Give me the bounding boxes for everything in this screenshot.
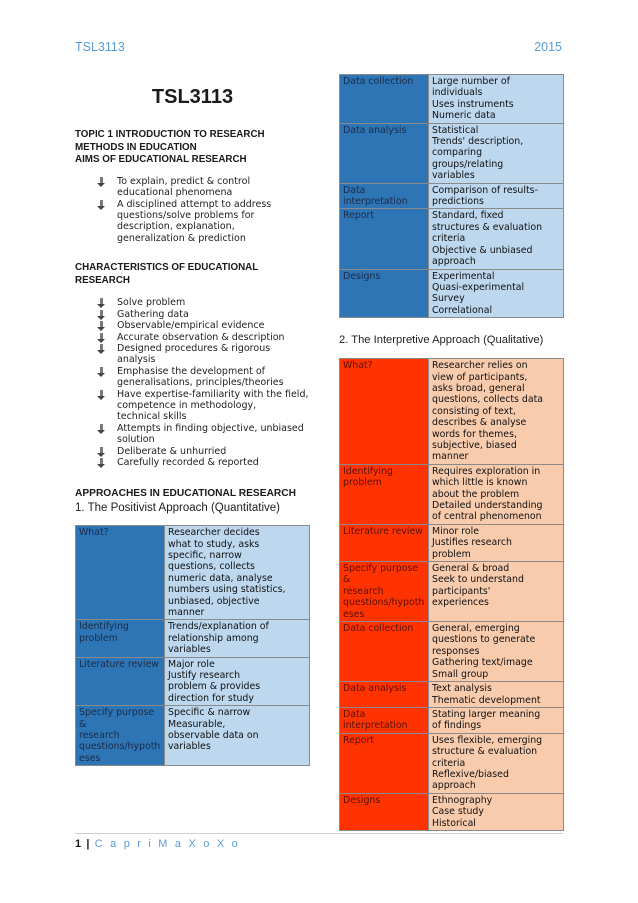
bullet-text: questions/solve problems for (117, 210, 255, 221)
table-row (340, 682, 564, 708)
row-label (340, 183, 429, 209)
cell-text: predictions (432, 196, 484, 208)
cell-text: questions to generate (432, 634, 536, 646)
cell-text: Thematic development (432, 694, 541, 706)
row-value (429, 622, 564, 682)
bullet-text: solution (117, 434, 155, 446)
cell-text: Designs (343, 270, 381, 282)
cell-text: Researcher relies on (432, 360, 528, 372)
cell-text: Report (343, 734, 375, 746)
bullet-text: description, explanation, (117, 221, 235, 233)
bullet-text: technical skills (117, 411, 187, 423)
cell-text: about the problem (432, 488, 520, 500)
heading-line: METHODS IN EDUCATION (75, 141, 197, 153)
bullet-item (97, 423, 310, 446)
row-label (76, 620, 165, 657)
cell-text: Data analysis (343, 683, 407, 695)
table-row (76, 526, 310, 620)
table-row (340, 707, 564, 733)
cell-text: Data analysis (343, 124, 407, 136)
cell-text: relationship among (168, 632, 259, 644)
table-row (340, 464, 564, 524)
row-value (429, 209, 564, 269)
cell-text: numeric data, analyse (168, 572, 273, 584)
row-value (165, 657, 310, 706)
cell-text: Text analysis (432, 683, 492, 695)
row-value (429, 75, 564, 124)
cell-text: Data collection (343, 623, 414, 635)
row-value (429, 682, 564, 708)
cell-text: participants' (432, 585, 491, 597)
bullet-item (97, 309, 310, 320)
bullet-item (97, 332, 310, 343)
row-label (76, 706, 165, 766)
left-column (75, 86, 310, 766)
cell-text: questions/hypoth (343, 597, 425, 609)
cell-text: Literature review (79, 658, 159, 670)
arrow-down-bullet-icon (97, 200, 106, 210)
cell-text: eses (343, 608, 365, 620)
positivist-table (75, 525, 310, 766)
interpretive-title: 2. The Interpretive Approach (Qualitative) (339, 334, 544, 347)
cell-text: Data collection (343, 76, 414, 87)
cell-text: Seek to understand (432, 574, 524, 586)
arrow-down-bullet-icon (97, 447, 106, 457)
cell-text: manner (168, 606, 205, 618)
bullet-text: generalization & prediction (117, 232, 246, 244)
arrow-down-bullet-icon (97, 321, 106, 331)
bullet-text: Carefully recorded & reported (117, 457, 259, 469)
cell-text: variables (168, 741, 211, 753)
bullet-text: Gathering data (117, 308, 189, 320)
arrow-down-bullet-icon (97, 177, 106, 187)
cell-text: Numeric data (432, 110, 496, 122)
cell-text: consisting of text, (432, 405, 516, 417)
bullet-text: A disciplined attempt to address (117, 198, 272, 210)
heading-line: TOPIC 1 INTRODUCTION TO RESEARCH (75, 129, 265, 140)
cell-text: Report (343, 210, 375, 222)
cell-text: Designs (343, 794, 381, 806)
aims-list (75, 176, 310, 244)
cell-text: Justify research (168, 669, 241, 681)
characteristics-heading (75, 262, 310, 287)
row-value (429, 464, 564, 524)
heading-line: CHARACTERISTICS OF EDUCATIONAL (75, 262, 259, 274)
row-value (429, 562, 564, 622)
table-row (340, 562, 564, 622)
cell-text: what to study, asks (168, 538, 260, 550)
cell-text: Objective & unbiased (432, 244, 533, 256)
cell-text: Specify purpose & (79, 707, 155, 730)
cell-text: General & broad (432, 563, 510, 575)
approaches-heading: APPROACHES IN EDUCATIONAL RESEARCH (75, 487, 296, 499)
table-row (340, 269, 564, 318)
row-value (165, 620, 310, 657)
arrow-down-bullet-icon (97, 344, 106, 354)
row-label (340, 682, 429, 708)
cell-text: Gathering text/image (432, 657, 533, 669)
cell-text: Reflexive/biased (432, 768, 509, 780)
cell-text: Researcher decides (168, 527, 260, 539)
cell-text: Detailed understanding (432, 500, 543, 511)
row-label (340, 123, 429, 183)
bullet-text: analysis (117, 354, 156, 366)
cell-text: Data (343, 184, 366, 196)
bullet-text: Emphasise the development of (117, 365, 265, 377)
cell-text: Specific & narrow (168, 707, 251, 719)
cell-text: problem (432, 548, 471, 560)
footer-separator: | (86, 838, 90, 850)
cell-text: describes & analyse (432, 417, 527, 429)
heading-line: RESEARCH (75, 274, 130, 286)
cell-text: eses (79, 752, 101, 764)
bullet-text: Observable/empirical evidence (117, 320, 265, 332)
cell-text: direction for study (168, 692, 254, 704)
bullet-text: generalisations, principles/theories (117, 377, 284, 389)
arrow-down-bullet-icon (97, 424, 106, 434)
cell-text: structures & evaluation (432, 221, 543, 233)
bullet-item (97, 199, 310, 245)
cell-text: view of participants, (432, 371, 528, 383)
cell-text: manner (432, 451, 469, 463)
row-label (340, 793, 429, 830)
bullet-text: Designed procedures & rigorous (117, 343, 271, 355)
cell-text: Specify purpose & (343, 563, 419, 586)
cell-text: What? (79, 527, 109, 539)
cell-text: numbers using statistics, (168, 584, 286, 596)
bullet-text: Attempts in finding objective, unbiased (117, 422, 304, 434)
cell-text: of findings (432, 720, 482, 732)
bullet-item (97, 446, 310, 457)
table-row (76, 620, 310, 657)
table-row (76, 657, 310, 706)
cell-text: unbiased, objective (168, 595, 260, 607)
cell-text: questions, collects (168, 561, 255, 573)
cell-text: problem (343, 477, 382, 489)
cell-text: which little is known (432, 477, 528, 489)
cell-text: problem & provides (168, 681, 261, 693)
cell-text: interpretation (343, 720, 408, 732)
cell-text: Quasi-experimental (432, 281, 525, 293)
cell-text: interpretation (343, 196, 408, 208)
cell-text: variables (168, 644, 211, 656)
row-label (340, 707, 429, 733)
bullet-text: Solve problem (117, 297, 186, 309)
cell-text: asks broad, general (432, 382, 525, 394)
bullet-text: Accurate observation & description (117, 331, 285, 343)
cell-text: subjective, biased (432, 439, 517, 451)
row-value (429, 183, 564, 209)
row-value (429, 733, 564, 793)
cell-text: approach (432, 256, 476, 268)
heading-line: AIMS OF EDUCATIONAL RESEARCH (75, 154, 247, 166)
cell-text: Justifies research (432, 537, 512, 549)
row-value (429, 707, 564, 733)
positivist-title: 1. The Positivist Approach (Quantitative) (75, 502, 280, 515)
cell-text: Survey (432, 293, 465, 305)
cell-text: criteria (432, 233, 466, 245)
row-value (429, 793, 564, 830)
table-row (340, 75, 564, 124)
cell-text: Data (343, 708, 366, 720)
header-left: TSL3113 (75, 40, 125, 54)
bullet-item (97, 297, 310, 308)
cell-text: Large number of (432, 76, 510, 87)
interpretive-table (339, 358, 564, 831)
bullet-text: Deliberate & unhurried (117, 445, 227, 457)
cell-text: groups/relating (432, 158, 504, 170)
row-label (340, 269, 429, 318)
cell-text: Comparison of results- (432, 184, 538, 196)
table-row (340, 183, 564, 209)
positivist-table-continued (339, 74, 564, 318)
bullet-text: educational phenomena (117, 187, 233, 199)
row-label (76, 526, 165, 620)
arrow-down-bullet-icon (97, 367, 106, 377)
cell-text: Major role (168, 658, 215, 670)
cell-text: Statistical (432, 124, 479, 136)
table-row (340, 733, 564, 793)
table-row (340, 359, 564, 465)
cell-text: questions, collects data (432, 394, 544, 406)
cell-text: individuals (432, 87, 483, 99)
bullet-text: competence in methodology, (117, 400, 257, 412)
row-label (340, 359, 429, 465)
cell-text: Minor role (432, 525, 479, 537)
cell-text: Identifying (343, 465, 393, 477)
cell-text: Correlational (432, 304, 493, 316)
row-label (340, 464, 429, 524)
cell-text: Trends/explanation of (168, 621, 269, 633)
table-row (340, 524, 564, 561)
topic-heading (75, 129, 310, 167)
table-row (340, 209, 564, 269)
row-label (76, 657, 165, 706)
table-row (340, 622, 564, 682)
row-value (429, 524, 564, 561)
characteristics-list (75, 297, 310, 468)
cell-text: approach (432, 780, 476, 792)
cell-text: of central phenomenon (432, 511, 542, 523)
cell-text: Experimental (432, 270, 495, 282)
row-label (340, 75, 429, 124)
row-value (165, 526, 310, 620)
table-row (76, 706, 310, 766)
footer-author: C a p r i M a X o X o (94, 838, 240, 850)
table-row (340, 793, 564, 830)
cell-text: Literature review (343, 525, 423, 537)
cell-text: Standard, fixed (432, 210, 504, 222)
cell-text: Small group (432, 668, 489, 680)
cell-text: responses (432, 645, 480, 657)
bullet-item (97, 176, 310, 199)
row-value (165, 706, 310, 766)
cell-text: Historical (432, 817, 476, 829)
bullet-text: To explain, predict & control (117, 175, 251, 187)
row-label (340, 733, 429, 793)
cell-text: research (79, 730, 120, 741)
cell-text: Case study (432, 806, 484, 818)
cell-text: Measurable, (168, 718, 226, 730)
cell-text: Uses flexible, emerging (432, 734, 543, 746)
cell-text: Requires exploration in (432, 465, 541, 477)
bullet-item (97, 343, 310, 366)
cell-text: problem (79, 632, 118, 644)
cell-text: Stating larger meaning (432, 708, 541, 720)
cell-text: General, emerging (432, 623, 520, 635)
cell-text: questions/hypoth (79, 741, 161, 753)
cell-text: specific, narrow (168, 549, 242, 561)
row-value (429, 269, 564, 318)
bullet-item (97, 366, 310, 389)
arrow-down-bullet-icon (97, 310, 106, 320)
row-label (340, 562, 429, 622)
row-value (429, 359, 564, 465)
arrow-down-bullet-icon (97, 333, 106, 343)
footer (75, 838, 240, 850)
cell-text: observable data on (168, 730, 259, 741)
bullet-item (97, 389, 310, 423)
cell-text: Identifying (79, 621, 129, 633)
cell-text: comparing (432, 147, 483, 159)
row-label (340, 524, 429, 561)
cell-text: words for themes, (432, 428, 517, 440)
footer-divider (75, 833, 563, 834)
row-label (340, 209, 429, 269)
arrow-down-bullet-icon (97, 458, 106, 468)
cell-text: Trends' description, (432, 136, 524, 148)
right-column (339, 74, 564, 831)
cell-text: variables (432, 170, 475, 182)
cell-text: structure & evaluation (432, 746, 538, 758)
cell-text: What? (343, 360, 373, 372)
document-title: TSL3113 (151, 86, 234, 108)
table-row (340, 123, 564, 183)
cell-text: research (343, 585, 384, 597)
cell-text: Ethnography (432, 794, 493, 806)
cell-text: criteria (432, 757, 466, 769)
page-number: 1 (75, 838, 82, 850)
row-label (340, 622, 429, 682)
bullet-text: Have expertise-familiarity with the field, (117, 388, 309, 400)
bullet-item (97, 457, 310, 468)
arrow-down-bullet-icon (97, 298, 106, 308)
header-right: 2015 (534, 40, 562, 54)
arrow-down-bullet-icon (97, 390, 106, 400)
cell-text: experiences (432, 597, 489, 609)
bullet-item (97, 320, 310, 331)
cell-text: Uses instruments (432, 98, 514, 110)
row-value (429, 123, 564, 183)
